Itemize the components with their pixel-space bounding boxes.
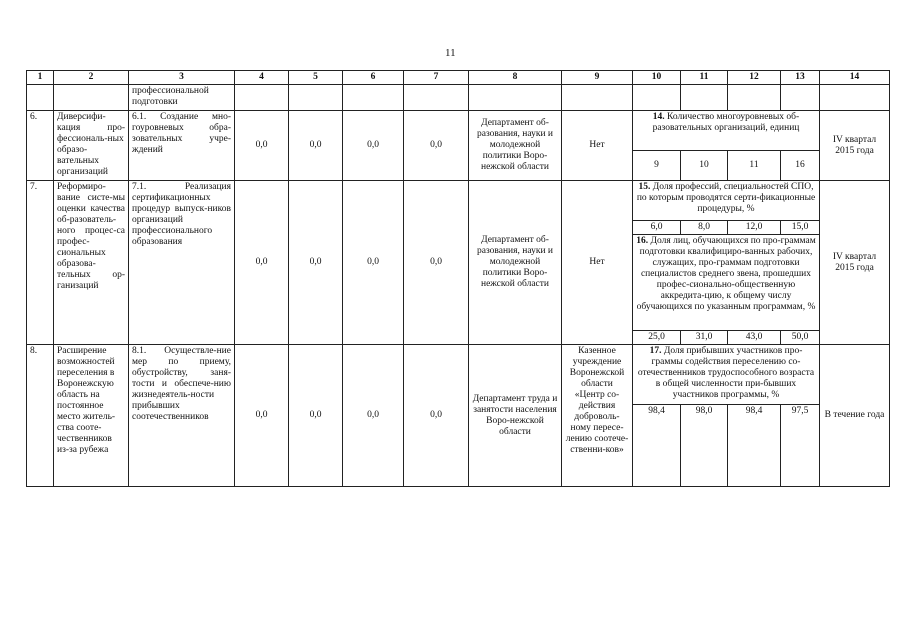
header-cell: 9 xyxy=(562,71,633,85)
row-number: 6. xyxy=(27,111,54,181)
indicator-text: 16. Доля лиц, обучающихся по про-граммам подготовки квалифициро-ванных рабочих, служащих, про-граммам подготовки специалистов среднего звена, прошедших профес-сионально-общественную аккредита-цию, к общему числу обучающихся по указанным программам, % xyxy=(633,235,820,331)
indicator-value: 97,5 xyxy=(781,405,820,487)
indicator-value: 11 xyxy=(728,151,781,181)
term-cell: IV квартал 2015 года xyxy=(820,111,890,181)
plan-table xyxy=(26,70,890,487)
header-cell: 13 xyxy=(781,71,820,85)
header-cell: 14 xyxy=(820,71,890,85)
indicator-value: 31,0 xyxy=(681,331,728,345)
header-cell: 4 xyxy=(235,71,289,85)
row-number: 8. xyxy=(27,345,54,487)
coexecutor-cell: Нет xyxy=(562,111,633,181)
indicator-value: 8,0 xyxy=(681,221,728,235)
indicator-text: 15. Доля профессий, специальностей СПО, по которым проводятся серти-фикационные процедуры, % xyxy=(633,181,820,221)
header-cell: 12 xyxy=(728,71,781,85)
table-row xyxy=(27,181,890,221)
header-cell: 1 xyxy=(27,71,54,85)
value-cell: 0,0 xyxy=(289,181,343,345)
indicator-number: 17. xyxy=(649,346,662,356)
indicator-value: 98,4 xyxy=(633,405,681,487)
indicator-value: 43,0 xyxy=(728,331,781,345)
coexecutor-cell: Нет xyxy=(562,181,633,345)
measure-cell: профессиональной подготовки xyxy=(129,85,235,111)
indicator-number: 14. xyxy=(652,112,665,122)
indicator-value: 6,0 xyxy=(633,221,681,235)
header-row xyxy=(27,71,890,85)
indicator-value: 16 xyxy=(781,151,820,181)
indicator-value: 12,0 xyxy=(728,221,781,235)
indicator-number: 16. xyxy=(636,236,649,246)
measure-cell: 8.1. Осуществле-ние мер по приему, обустройству, заня-тости и обеспече-нию жизнедеятель-ности прибывших соотечественников xyxy=(129,345,235,487)
table-row xyxy=(27,85,890,111)
measure-cell: 6.1. Создание мно-гоуровневых обра-зовательных учре-ждений xyxy=(129,111,235,181)
term-cell: IV квартал 2015 года xyxy=(820,181,890,345)
measure-cell: 7.1. Реализация сертификационных процедур выпуск-ников организаций профессионального образования xyxy=(129,181,235,345)
executor-cell: Департамент об-разования, науки и молодежной политики Воро-нежской области xyxy=(469,181,562,345)
value-cell: 0,0 xyxy=(343,181,404,345)
value-cell: 0,0 xyxy=(235,111,289,181)
value-cell: 0,0 xyxy=(289,345,343,487)
value-cell: 0,0 xyxy=(343,345,404,487)
term-cell: В течение года xyxy=(820,345,890,487)
indicator-value: 50,0 xyxy=(781,331,820,345)
value-cell: 0,0 xyxy=(235,345,289,487)
table-row xyxy=(27,345,890,405)
header-cell: 8 xyxy=(469,71,562,85)
executor-cell: Департамент об-разования, науки и молодежной политики Воро-нежской области xyxy=(469,111,562,181)
indicator-value: 98,0 xyxy=(681,405,728,487)
header-cell: 10 xyxy=(633,71,681,85)
value-cell: 0,0 xyxy=(404,181,469,345)
executor-cell: Департамент труда и занятости населения Воро-нежской области xyxy=(469,345,562,487)
header-cell: 6 xyxy=(343,71,404,85)
goal-cell: Диверсифи-кация про-фессиональ-ных образо-вательных организаций xyxy=(54,111,129,181)
indicator-value: 98,4 xyxy=(728,405,781,487)
header-cell: 5 xyxy=(289,71,343,85)
indicator-text: 17. Доля прибывших участников про-граммы содействия переселению со-отечественников трудоспособного возраста в общей численности при-бывших участников программы, % xyxy=(633,345,820,405)
indicator-value: 15,0 xyxy=(781,221,820,235)
goal-cell: Расширение возможностей переселения в Воронежскую область на постоянное место житель-ства сооте-чественников из-за рубежа xyxy=(54,345,129,487)
indicator-value: 9 xyxy=(633,151,681,181)
header-cell: 11 xyxy=(681,71,728,85)
value-cell: 0,0 xyxy=(343,111,404,181)
indicator-value: 10 xyxy=(681,151,728,181)
header-cell: 3 xyxy=(129,71,235,85)
goal-cell: Реформиро-вание систе-мы оценки качества об-разователь-ного процес-са профес-сиональных образова-тельных ор-ганизаций xyxy=(54,181,129,345)
row-number: 7. xyxy=(27,181,54,345)
header-cell: 7 xyxy=(404,71,469,85)
value-cell: 0,0 xyxy=(404,111,469,181)
value-cell: 0,0 xyxy=(404,345,469,487)
header-cell: 2 xyxy=(54,71,129,85)
table-row xyxy=(27,111,890,151)
indicator-text: 14. Количество многоуровневых об-разовательных организаций, единиц xyxy=(633,111,820,151)
coexecutor-cell: Казенное учреждение Воронежской области «Центр со-действия доброволь-ному пересе-лению соотече-ственни-ков» xyxy=(562,345,633,487)
page-number: 11 xyxy=(445,47,456,59)
indicator-number: 15. xyxy=(638,182,651,192)
value-cell: 0,0 xyxy=(289,111,343,181)
value-cell: 0,0 xyxy=(235,181,289,345)
indicator-value: 25,0 xyxy=(633,331,681,345)
